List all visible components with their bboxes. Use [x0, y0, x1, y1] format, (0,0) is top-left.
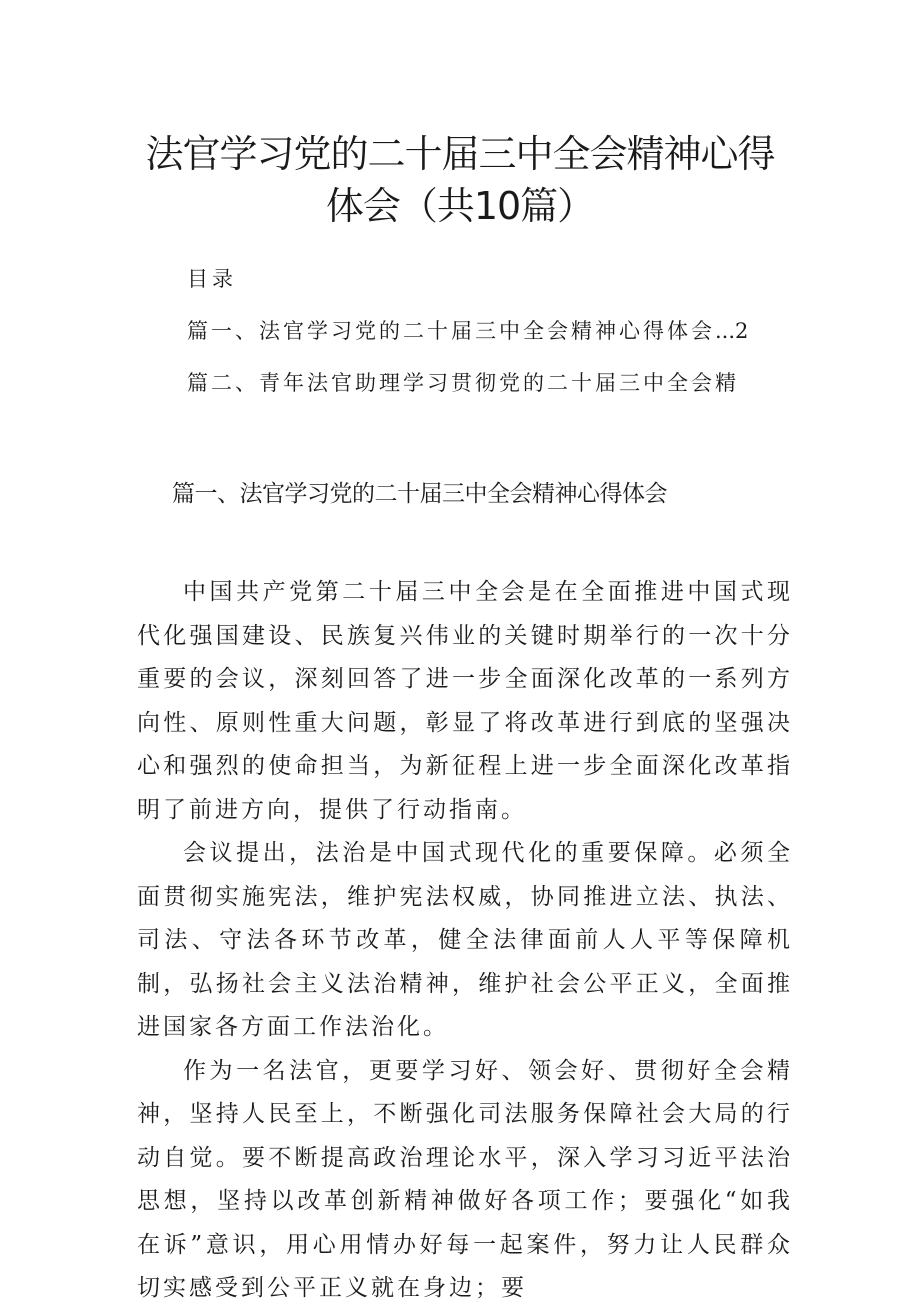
toc-item[interactable]: [187, 368, 739, 398]
body-paragraph: 中国共产党第二十届三中全会是在全面推进中国式现代化强国建设、民族复兴伟业的关键时期举行的一次十分重要的会议，深刻回答了进一步全面深化改革的一系列方向性、原则性重大问题，彰显了将改革进行到底的坚强决心和强烈的使命担当，为新征程上进一步全面深化改革指明了前进方向，提供了行动指南。: [137, 579, 793, 823]
document-title: 法官学习党的二十届三中全会精神心得体会（共10篇）: [145, 132, 775, 228]
body-paragraph: 会议提出，法治是中国式现代化的重要保障。必须全面贯彻实施宪法，维护宪法权威，协同推进立法、执法、司法、守法各环节改革，健全法律面前人人平等保障机制，弘扬社会主义法治精神，维护社会公平正义，全面推进国家各方面工作法治化。: [137, 840, 793, 1040]
toc-item-label: 篇一、法官学习党的二十届三中全会精神心得体会: [187, 319, 715, 343]
body-paragraph: 作为一名法官，更要学习好、领会好、贯彻好全会精神，坚持人民至上，不断强化司法服务保障社会大局的行动自觉。要不断提高政治理论水平，深入学习习近平法治思想，坚持以改革创新精神做好各项工作；要强化“如我在诉”意识，用心用情办好每一起案件，努力让人民群众切实感受到公平正义就在身边；要: [137, 1057, 793, 1301]
section-heading: 篇一、法官学习党的二十届三中全会精神心得体会: [172, 481, 667, 507]
section-body: [137, 571, 793, 1311]
toc-heading: 目录: [187, 267, 237, 291]
toc-item[interactable]: [187, 316, 748, 346]
toc-item-label: 篇二、青年法官助理学习贯彻党的二十届三中全会精: [187, 371, 739, 395]
toc-item-page: ...2: [715, 319, 749, 343]
